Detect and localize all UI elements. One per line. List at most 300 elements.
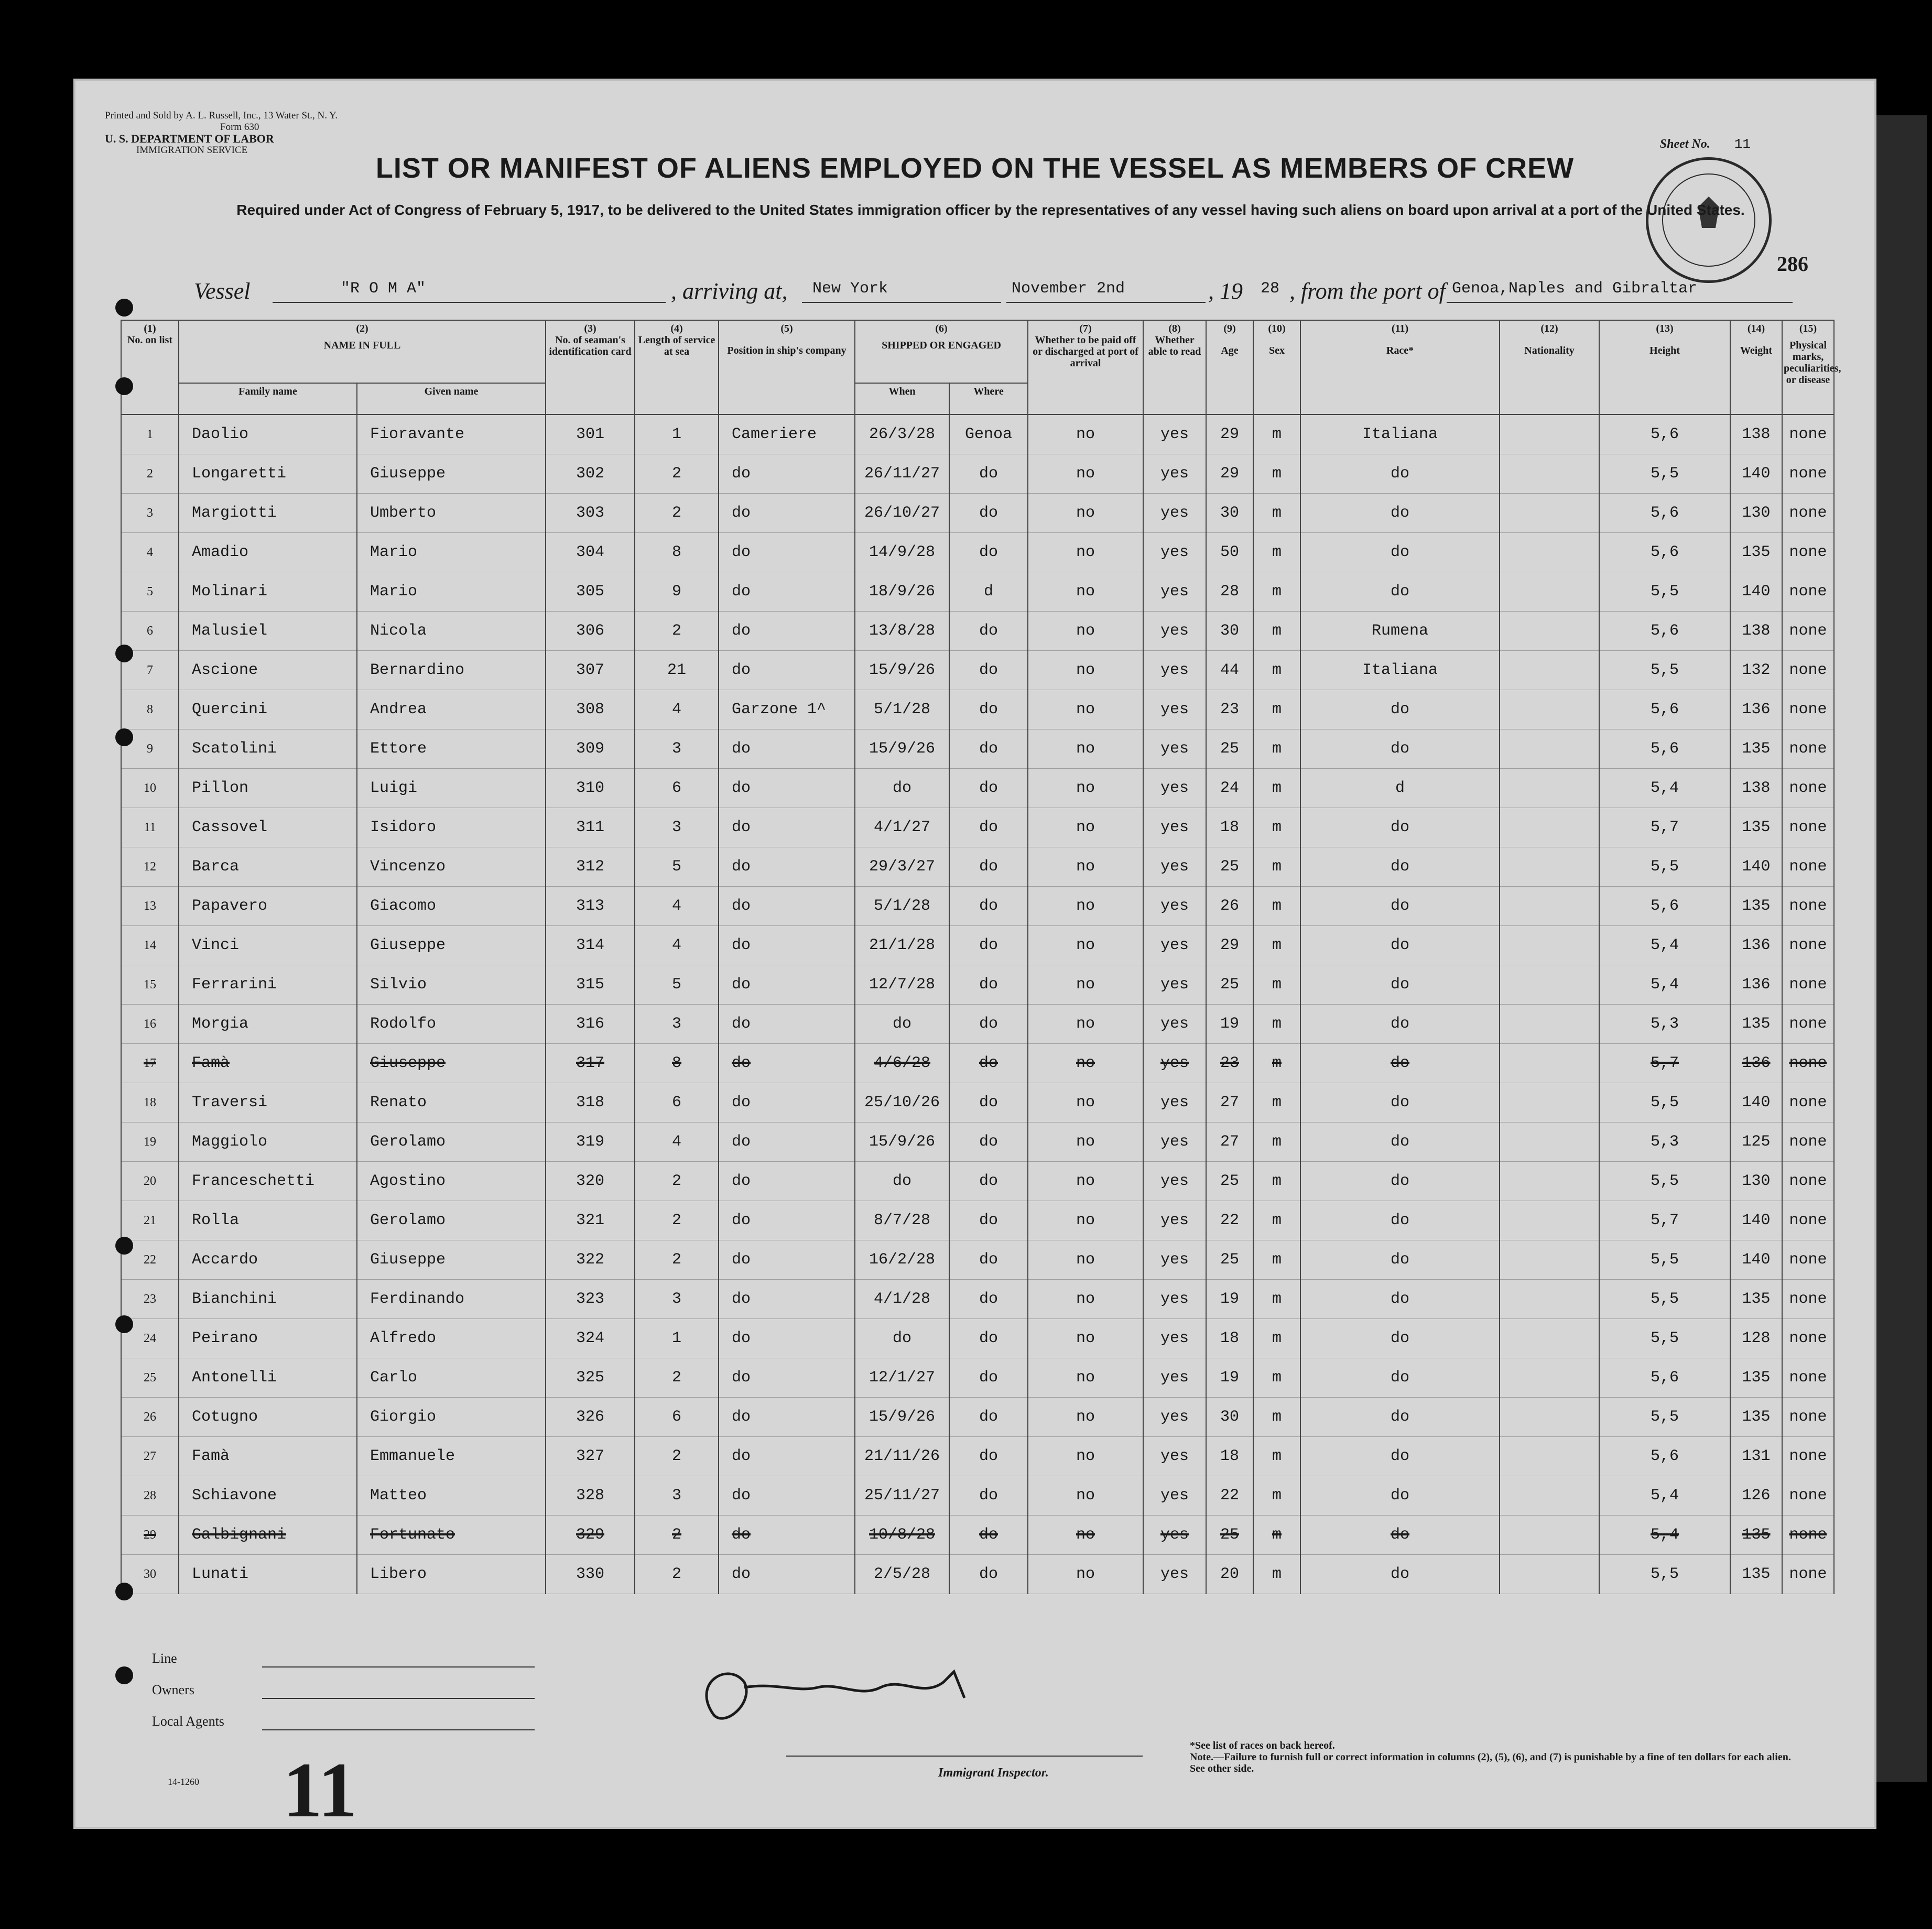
cell-nationality [1500, 965, 1599, 1005]
cell-nationality [1500, 454, 1599, 494]
vessel-label: Vessel [194, 278, 251, 304]
cell-weight: 135 [1730, 1358, 1782, 1398]
cell-paid: no [1028, 1044, 1143, 1083]
cell-where: do [949, 1476, 1028, 1516]
cell-card: 324 [546, 1319, 635, 1358]
cell-where: do [949, 1280, 1028, 1319]
cell-read: yes [1143, 415, 1206, 454]
cell-card: 305 [546, 572, 635, 612]
cell-race: Rumena [1300, 612, 1500, 651]
cell-race: do [1300, 1005, 1500, 1044]
cell-family: Cotugno [179, 1398, 357, 1437]
cell-nationality [1500, 847, 1599, 887]
cell-family: Traversi [179, 1083, 357, 1122]
cell-length: 6 [635, 769, 719, 808]
cell-position: do [719, 1201, 855, 1240]
printer-line: Printed and Sold by A. L. Russell, Inc., 13 Water St., N. Y. [105, 110, 338, 121]
punch-hole [115, 1583, 133, 1600]
cell-position: Cameriere [719, 415, 855, 454]
cell-position: do [719, 729, 855, 769]
cell-paid: no [1028, 1083, 1143, 1122]
cell-race: Italiana [1300, 415, 1500, 454]
cell-height: 5,7 [1599, 1201, 1730, 1240]
cell-sex: m [1253, 1044, 1300, 1083]
cell-no: 14 [121, 926, 179, 965]
cell-length: 3 [635, 808, 719, 847]
cell-family: Famà [179, 1044, 357, 1083]
cell-age: 22 [1206, 1476, 1253, 1516]
cell-nationality [1500, 1555, 1599, 1594]
cell-weight: 135 [1730, 729, 1782, 769]
cell-when: 21/11/26 [855, 1437, 949, 1476]
cell-height: 5,5 [1599, 847, 1730, 887]
cell-paid: no [1028, 1437, 1143, 1476]
table-row [121, 1555, 1834, 1594]
cell-marks: none [1782, 1398, 1834, 1437]
cell-nationality [1500, 769, 1599, 808]
cell-nationality [1500, 808, 1599, 847]
cell-no: 7 [121, 651, 179, 690]
cell-family: Antonelli [179, 1358, 357, 1398]
cell-age: 27 [1206, 1083, 1253, 1122]
cell-weight: 140 [1730, 454, 1782, 494]
cell-height: 5,7 [1599, 1044, 1730, 1083]
cell-where: do [949, 1516, 1028, 1555]
cell-position: do [719, 1476, 855, 1516]
cell-nationality [1500, 1083, 1599, 1122]
cell-nationality [1500, 1476, 1599, 1516]
cell-no: 27 [121, 1437, 179, 1476]
cell-read: yes [1143, 1476, 1206, 1516]
cell-when: 26/10/27 [855, 494, 949, 533]
cell-nationality [1500, 1398, 1599, 1437]
table-row [121, 847, 1834, 887]
cell-length: 3 [635, 729, 719, 769]
cell-marks: none [1782, 454, 1834, 494]
cell-paid: no [1028, 887, 1143, 926]
cell-marks: none [1782, 612, 1834, 651]
cell-given: Vincenzo [357, 847, 546, 887]
cell-sex: m [1253, 1122, 1300, 1162]
cell-height: 5,6 [1599, 887, 1730, 926]
cell-no: 2 [121, 454, 179, 494]
cell-read: yes [1143, 926, 1206, 965]
cell-card: 301 [546, 415, 635, 454]
cell-weight: 130 [1730, 494, 1782, 533]
cell-nationality [1500, 1044, 1599, 1083]
owners-label: Owners [152, 1682, 194, 1697]
cell-length: 2 [635, 494, 719, 533]
cell-card: 320 [546, 1162, 635, 1201]
cell-paid: no [1028, 1358, 1143, 1398]
cell-position: do [719, 769, 855, 808]
cell-where: do [949, 769, 1028, 808]
cell-length: 2 [635, 1201, 719, 1240]
table-row [121, 690, 1834, 729]
cell-length: 3 [635, 1005, 719, 1044]
cell-nationality [1500, 1437, 1599, 1476]
cell-sex: m [1253, 1358, 1300, 1398]
col-header-marks: (15) Physical marks, peculiarities, or disease [1782, 320, 1834, 415]
cell-age: 27 [1206, 1122, 1253, 1162]
cell-age: 20 [1206, 1555, 1253, 1594]
cell-position: do [719, 1437, 855, 1476]
cell-height: 5,6 [1599, 494, 1730, 533]
cell-position: do [719, 1555, 855, 1594]
cell-read: yes [1143, 454, 1206, 494]
cell-where: Genoa [949, 415, 1028, 454]
cell-family: Morgia [179, 1005, 357, 1044]
cell-when: 13/8/28 [855, 612, 949, 651]
cell-length: 9 [635, 572, 719, 612]
cell-marks: none [1782, 1240, 1834, 1280]
cell-read: yes [1143, 729, 1206, 769]
cell-position: do [719, 454, 855, 494]
punch-hole [115, 377, 133, 395]
cell-nationality [1500, 1122, 1599, 1162]
cell-paid: no [1028, 1005, 1143, 1044]
cell-race: do [1300, 454, 1500, 494]
cell-marks: none [1782, 1555, 1834, 1594]
cell-nationality [1500, 494, 1599, 533]
cell-marks: none [1782, 690, 1834, 729]
cell-age: 50 [1206, 533, 1253, 572]
cell-when: 26/3/28 [855, 415, 949, 454]
cell-paid: no [1028, 1280, 1143, 1319]
cell-marks: none [1782, 729, 1834, 769]
cell-race: do [1300, 847, 1500, 887]
cell-no: 20 [121, 1162, 179, 1201]
cell-length: 2 [635, 1516, 719, 1555]
cell-race: do [1300, 1162, 1500, 1201]
cell-where: do [949, 1319, 1028, 1358]
table-row [121, 415, 1834, 454]
sheet-number [1660, 136, 1751, 152]
vessel-name: "R O M A" [341, 280, 426, 298]
cell-family: Franceschetti [179, 1162, 357, 1201]
cell-card: 312 [546, 847, 635, 887]
cell-nationality [1500, 415, 1599, 454]
cell-sex: m [1253, 690, 1300, 729]
department: U. S. DEPARTMENT OF LABOR [105, 132, 274, 145]
cell-position: do [719, 1240, 855, 1280]
stamped-sheet-number: 11 [283, 1747, 357, 1834]
cell-sex: m [1253, 1319, 1300, 1358]
cell-length: 6 [635, 1083, 719, 1122]
cell-length: 2 [635, 1555, 719, 1594]
arrival-port: New York [812, 280, 888, 298]
service: IMMIGRATION SERVICE [136, 145, 248, 156]
cell-no: 17 [121, 1044, 179, 1083]
cell-age: 29 [1206, 454, 1253, 494]
cell-height: 5,6 [1599, 1437, 1730, 1476]
cell-nationality [1500, 1005, 1599, 1044]
table-row [121, 729, 1834, 769]
cell-when: 29/3/27 [855, 847, 949, 887]
cell-length: 3 [635, 1476, 719, 1516]
cell-where: do [949, 651, 1028, 690]
cell-no: 29 [121, 1516, 179, 1555]
cell-age: 19 [1206, 1005, 1253, 1044]
cell-sex: m [1253, 1476, 1300, 1516]
cell-when: 25/10/26 [855, 1083, 949, 1122]
cell-height: 5,5 [1599, 1280, 1730, 1319]
cell-given: Mario [357, 572, 546, 612]
cell-weight: 136 [1730, 690, 1782, 729]
cell-when: 16/2/28 [855, 1240, 949, 1280]
cell-no: 6 [121, 612, 179, 651]
cell-paid: no [1028, 808, 1143, 847]
cell-race: do [1300, 1280, 1500, 1319]
cell-weight: 135 [1730, 1280, 1782, 1319]
vessel-line [194, 278, 1772, 309]
cell-position: do [719, 1319, 855, 1358]
table-row [121, 533, 1834, 572]
cell-sex: m [1253, 1516, 1300, 1555]
cell-height: 5,7 [1599, 808, 1730, 847]
cell-position: do [719, 1358, 855, 1398]
cell-read: yes [1143, 1516, 1206, 1555]
cell-weight: 135 [1730, 808, 1782, 847]
cell-height: 5,5 [1599, 1555, 1730, 1594]
sheet-number-value: 11 [1734, 136, 1751, 152]
cell-nationality [1500, 1516, 1599, 1555]
cell-marks: none [1782, 572, 1834, 612]
table-row [121, 926, 1834, 965]
cell-paid: no [1028, 1319, 1143, 1358]
cell-where: do [949, 454, 1028, 494]
cell-card: 319 [546, 1122, 635, 1162]
cell-given: Rodolfo [357, 1005, 546, 1044]
cell-where: do [949, 729, 1028, 769]
table-row [121, 612, 1834, 651]
cell-card: 306 [546, 612, 635, 651]
cell-height: 5,3 [1599, 1005, 1730, 1044]
cell-when: 25/11/27 [855, 1476, 949, 1516]
cell-family: Famà [179, 1437, 357, 1476]
cell-race: do [1300, 533, 1500, 572]
cell-given: Giuseppe [357, 1044, 546, 1083]
cell-sex: m [1253, 847, 1300, 887]
cell-given: Silvio [357, 965, 546, 1005]
cell-no: 23 [121, 1280, 179, 1319]
cell-height: 5,4 [1599, 769, 1730, 808]
cell-height: 5,6 [1599, 1358, 1730, 1398]
cell-card: 327 [546, 1437, 635, 1476]
cell-when: 8/7/28 [855, 1201, 949, 1240]
cell-race: do [1300, 1083, 1500, 1122]
cell-where: do [949, 1122, 1028, 1162]
cell-length: 6 [635, 1398, 719, 1437]
cell-sex: m [1253, 612, 1300, 651]
col-header-card: (3) No. of seaman's identification card [546, 320, 635, 415]
cell-family: Scatolini [179, 729, 357, 769]
cell-family: Accardo [179, 1240, 357, 1280]
cell-marks: none [1782, 415, 1834, 454]
cell-paid: no [1028, 1240, 1143, 1280]
table-row [121, 1083, 1834, 1122]
penalty-note: Note.—Failure to furnish full or correct information in columns (2), (5), (6), and (7) is punishable by a fine of ten dollars for each alien. See other side. [1190, 1751, 1791, 1774]
inspector-label: Immigrant Inspector. [938, 1766, 1049, 1780]
cell-where: do [949, 887, 1028, 926]
crew-rows [121, 415, 1834, 1594]
cell-when: 15/9/26 [855, 651, 949, 690]
cell-where: do [949, 808, 1028, 847]
cell-read: yes [1143, 847, 1206, 887]
cell-given: Giuseppe [357, 1240, 546, 1280]
cell-paid: no [1028, 926, 1143, 965]
cell-race: do [1300, 1358, 1500, 1398]
cell-height: 5,5 [1599, 454, 1730, 494]
cell-given: Matteo [357, 1476, 546, 1516]
cell-no: 11 [121, 808, 179, 847]
table-row [121, 965, 1834, 1005]
cell-age: 23 [1206, 1044, 1253, 1083]
cell-given: Mario [357, 533, 546, 572]
cell-sex: m [1253, 1162, 1300, 1201]
races-note: *See list of races on back hereof. [1190, 1740, 1335, 1751]
table-row [121, 454, 1834, 494]
cell-age: 24 [1206, 769, 1253, 808]
cell-length: 4 [635, 926, 719, 965]
cell-nationality [1500, 572, 1599, 612]
cell-paid: no [1028, 847, 1143, 887]
cell-age: 25 [1206, 1240, 1253, 1280]
table-row [121, 1398, 1834, 1437]
cell-race: do [1300, 887, 1500, 926]
cell-card: 304 [546, 533, 635, 572]
cell-where: do [949, 533, 1028, 572]
cell-paid: no [1028, 965, 1143, 1005]
cell-marks: none [1782, 1044, 1834, 1083]
cell-marks: none [1782, 533, 1834, 572]
cell-when: do [855, 1005, 949, 1044]
cell-read: yes [1143, 533, 1206, 572]
cell-age: 23 [1206, 690, 1253, 729]
cell-marks: none [1782, 1476, 1834, 1516]
cell-read: yes [1143, 1358, 1206, 1398]
cell-no: 5 [121, 572, 179, 612]
cell-height: 5,5 [1599, 651, 1730, 690]
cell-race: do [1300, 494, 1500, 533]
cell-where: do [949, 690, 1028, 729]
col-header-nationality: (12) Nationality [1500, 320, 1599, 415]
cell-no: 13 [121, 887, 179, 926]
cell-where: do [949, 1437, 1028, 1476]
cell-read: yes [1143, 1319, 1206, 1358]
cell-sex: m [1253, 1005, 1300, 1044]
cell-where: do [949, 1005, 1028, 1044]
cell-marks: none [1782, 1122, 1834, 1162]
cell-card: 310 [546, 769, 635, 808]
cell-race: Italiana [1300, 651, 1500, 690]
cell-weight: 136 [1730, 1044, 1782, 1083]
cell-no: 26 [121, 1398, 179, 1437]
cell-age: 29 [1206, 415, 1253, 454]
cell-position: do [719, 847, 855, 887]
cell-sex: m [1253, 1280, 1300, 1319]
cell-position: do [719, 1162, 855, 1201]
cell-age: 25 [1206, 965, 1253, 1005]
cell-given: Agostino [357, 1162, 546, 1201]
col-header-family-name: Family name [179, 383, 357, 415]
cell-read: yes [1143, 690, 1206, 729]
cell-given: Nicola [357, 612, 546, 651]
cell-given: Isidoro [357, 808, 546, 847]
cell-sex: m [1253, 1398, 1300, 1437]
cell-age: 30 [1206, 494, 1253, 533]
cell-race: do [1300, 1398, 1500, 1437]
punch-hole [115, 728, 133, 746]
arriving-label: , arriving at, [671, 278, 788, 304]
cell-race: do [1300, 729, 1500, 769]
cell-where: do [949, 1201, 1028, 1240]
cell-position: do [719, 1280, 855, 1319]
cell-no: 22 [121, 1240, 179, 1280]
cell-paid: no [1028, 1122, 1143, 1162]
cell-family: Longaretti [179, 454, 357, 494]
sheet-number-label: Sheet No. [1659, 137, 1710, 151]
cell-no: 30 [121, 1555, 179, 1594]
cell-weight: 140 [1730, 572, 1782, 612]
cell-no: 24 [121, 1319, 179, 1358]
cell-weight: 140 [1730, 847, 1782, 887]
cell-paid: no [1028, 1398, 1143, 1437]
cell-height: 5,5 [1599, 1083, 1730, 1122]
cell-family: Daolio [179, 415, 357, 454]
cell-marks: none [1782, 847, 1834, 887]
table-row [121, 572, 1834, 612]
cell-position: do [719, 1398, 855, 1437]
cell-weight: 135 [1730, 1516, 1782, 1555]
cell-length: 4 [635, 1122, 719, 1162]
cell-length: 2 [635, 1358, 719, 1398]
cell-when: 2/5/28 [855, 1555, 949, 1594]
form-number: Form 630 [220, 122, 259, 133]
cell-card: 325 [546, 1358, 635, 1398]
cell-given: Emmanuele [357, 1437, 546, 1476]
cell-when: 10/8/28 [855, 1516, 949, 1555]
cell-where: do [949, 1555, 1028, 1594]
cell-position: do [719, 1083, 855, 1122]
cell-family: Cassovel [179, 808, 357, 847]
cell-when: do [855, 769, 949, 808]
cell-nationality [1500, 1358, 1599, 1398]
cell-where: d [949, 572, 1028, 612]
cell-no: 21 [121, 1201, 179, 1240]
cell-no: 18 [121, 1083, 179, 1122]
cell-card: 302 [546, 454, 635, 494]
cell-no: 9 [121, 729, 179, 769]
cell-marks: none [1782, 1516, 1834, 1555]
cell-when: 21/1/28 [855, 926, 949, 965]
cell-weight: 140 [1730, 1201, 1782, 1240]
cell-card: 326 [546, 1398, 635, 1437]
cell-nationality [1500, 1201, 1599, 1240]
col-header-number: (1) No. on list [121, 320, 179, 415]
cell-when: 14/9/28 [855, 533, 949, 572]
cell-weight: 132 [1730, 651, 1782, 690]
cell-given: Giacomo [357, 887, 546, 926]
cell-card: 314 [546, 926, 635, 965]
cell-position: Garzone 1^ [719, 690, 855, 729]
cell-card: 311 [546, 808, 635, 847]
cell-card: 313 [546, 887, 635, 926]
cell-where: do [949, 1162, 1028, 1201]
crew-table-area [121, 320, 1841, 1594]
cell-race: do [1300, 1555, 1500, 1594]
cell-when: do [855, 1162, 949, 1201]
